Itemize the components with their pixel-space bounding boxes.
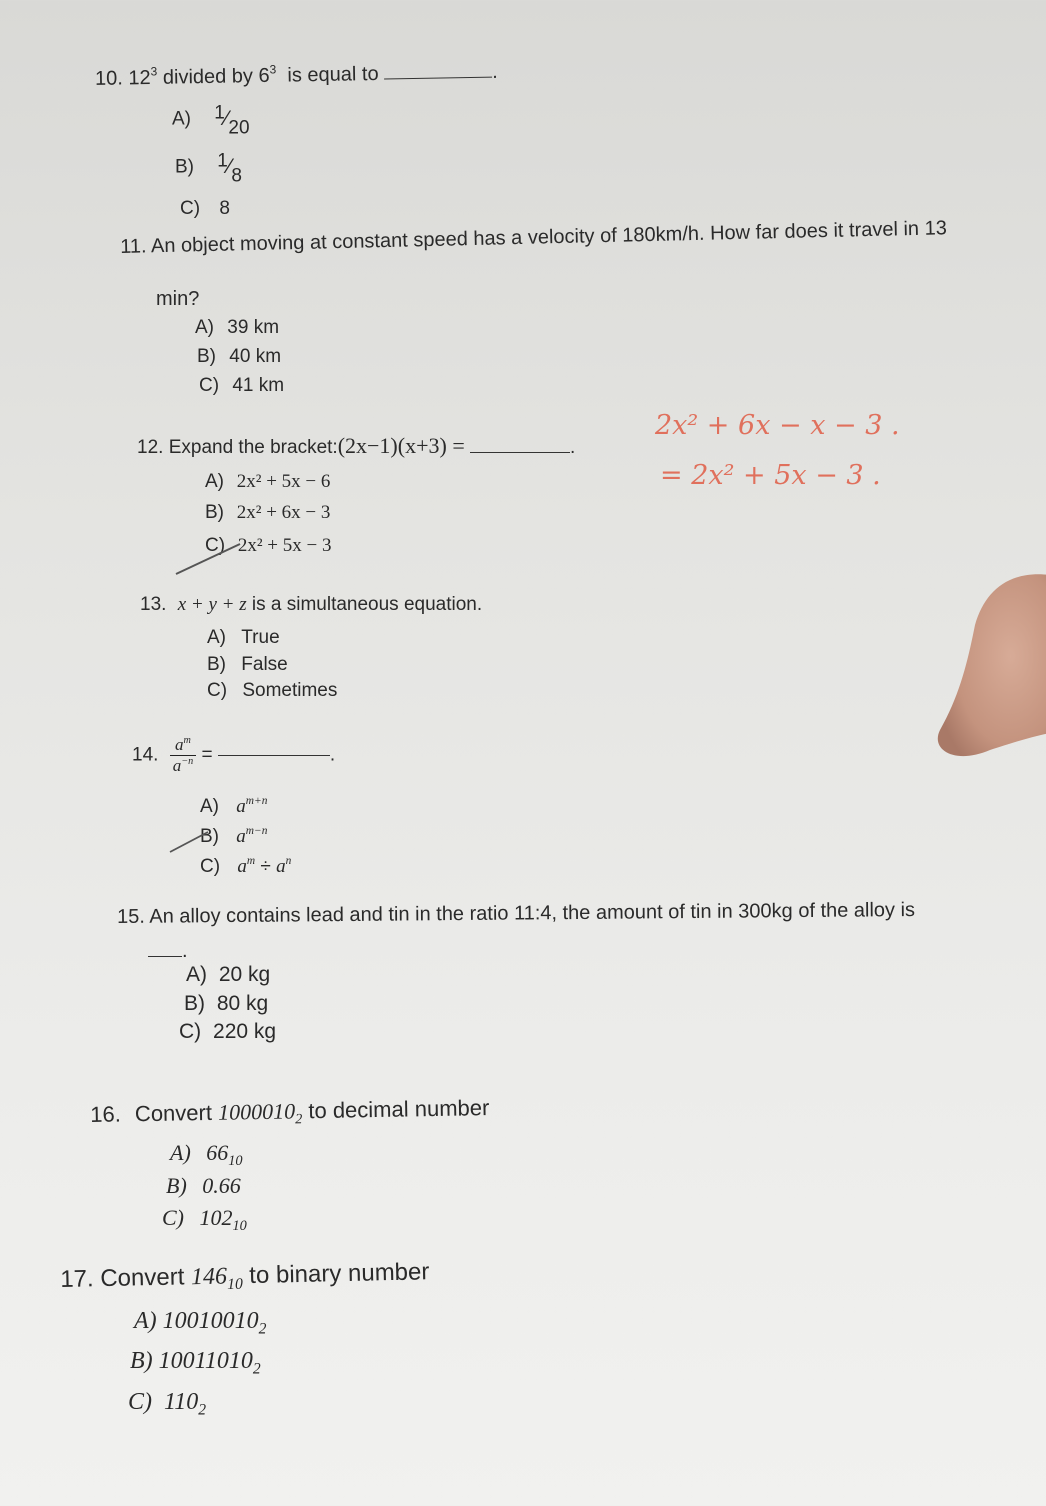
base-subscript: 10 <box>232 1218 247 1234</box>
option-letter: B) <box>207 654 226 675</box>
base-subscript: 2 <box>198 1401 207 1419</box>
option-17c <box>128 1389 206 1419</box>
option-12b <box>205 502 330 524</box>
option-10a <box>172 102 250 139</box>
base-subscript: 2 <box>252 1360 261 1378</box>
option-letter: B) <box>175 156 194 178</box>
question-number: 17. <box>60 1265 94 1293</box>
option-text: True <box>241 627 280 648</box>
question-10 <box>95 58 498 90</box>
handwritten-working-line2: = 2x² + 5x − 3 . <box>660 460 881 491</box>
exponent: m+n <box>245 795 268 807</box>
exponent: m <box>183 735 191 746</box>
question-15-blank <box>148 940 188 963</box>
option-13a <box>207 627 280 649</box>
period: . <box>329 744 336 766</box>
option-16a <box>170 1140 243 1170</box>
question-number: 15. <box>117 905 146 928</box>
denominator: a <box>172 756 182 776</box>
binary-value: $1000010_2$ <box>217 1098 303 1128</box>
fraction-top: 1 <box>214 102 225 123</box>
option-letter: C) <box>200 855 221 877</box>
option-13c <box>207 680 337 702</box>
option-text: 39 km <box>227 317 280 338</box>
option-11b <box>197 346 281 368</box>
fraction <box>170 735 196 776</box>
option-15a <box>186 963 270 987</box>
option-letter: A) <box>170 1140 191 1165</box>
fraction-bottom: 20 <box>228 117 250 139</box>
option-text: Sometimes <box>242 680 338 701</box>
option-text: 220 kg <box>213 1020 277 1043</box>
option-17b <box>130 1348 261 1378</box>
equals-sign: = <box>201 744 213 766</box>
question-15 <box>117 899 915 929</box>
option-17a <box>134 1308 266 1338</box>
option-10b <box>175 150 242 187</box>
exponent: 3 <box>269 62 277 77</box>
option-letter: B) <box>166 1173 187 1198</box>
option-text: 110 <box>164 1389 199 1415</box>
question-number: 16. <box>90 1101 122 1127</box>
period: . <box>491 60 498 83</box>
thumb-photo <box>930 565 1046 795</box>
option-15b <box>184 992 268 1016</box>
option-letter: A) <box>186 963 207 986</box>
option-letter: A) <box>134 1308 157 1334</box>
base-6: 6 <box>258 64 270 88</box>
option-text: 10011010 <box>158 1348 253 1374</box>
option-16c <box>162 1205 247 1235</box>
option-15c <box>179 1020 276 1044</box>
question-13 <box>140 594 482 616</box>
question-text: An object moving at constant speed has a velocity of 180km/h. How far does it travel in 13 <box>150 217 948 258</box>
option-text: 80 kg <box>216 992 269 1015</box>
option-text: 8 <box>219 198 230 219</box>
handwritten-working-line1: 2x² + 6x − x − 3 . <box>655 410 900 441</box>
pen-tick-mark <box>168 826 218 856</box>
option-letter: C) <box>179 1020 202 1043</box>
answer-blank <box>218 755 330 756</box>
option-text: 20 kg <box>218 963 271 986</box>
option-letter: C) <box>205 535 226 556</box>
exponent: 3 <box>150 64 158 79</box>
question-12 <box>137 433 575 459</box>
base-subscript: 10 <box>227 1275 243 1293</box>
decimal-value: $146_{10}$ <box>190 1263 243 1293</box>
option-10c <box>180 198 230 220</box>
expression: x + y + z <box>177 594 247 615</box>
option-letter: B) <box>184 992 205 1015</box>
option-letter: A) <box>195 317 214 338</box>
option-letter: B) <box>205 502 224 523</box>
question-11-continued <box>156 288 199 311</box>
period: . <box>182 940 188 962</box>
option-14c <box>200 855 291 878</box>
option-text: 41 km <box>232 375 285 396</box>
option-letter: C) <box>207 680 228 701</box>
question-number: 11. <box>120 235 147 258</box>
base-12: 12 <box>128 66 151 90</box>
option-letter: B) <box>200 825 219 847</box>
base-subscript: 10 <box>228 1153 243 1169</box>
option-letter: A) <box>172 108 191 130</box>
question-text: min? <box>156 288 200 310</box>
exponent: m−n <box>245 825 268 837</box>
option-16b <box>166 1173 241 1199</box>
question-text: to binary number <box>248 1258 430 1290</box>
option-text: 0.66 <box>202 1173 241 1198</box>
option-text: 2x² + 6x − 3 <box>236 502 331 523</box>
question-text: Expand the bracket: <box>168 437 338 458</box>
option-letter: C) <box>199 375 220 396</box>
answer-blank <box>148 956 182 957</box>
question-16 <box>90 1095 490 1132</box>
exponent: −n <box>181 756 194 768</box>
question-text: divided by <box>162 65 254 89</box>
option-letter: C) <box>162 1205 184 1230</box>
divide-sign: ÷ <box>260 855 271 877</box>
exponent: m <box>246 855 256 867</box>
fraction: 1⁄20 <box>214 102 250 139</box>
question-number: 14. <box>132 744 159 766</box>
option-letter: B) <box>197 346 216 367</box>
question-number: 13. <box>140 594 167 615</box>
numerator: a <box>175 735 184 755</box>
question-14 <box>132 735 335 776</box>
pen-tick-mark <box>172 538 252 578</box>
question-text: An alloy contains lead and tin in the ratio 11:4, the amount of tin in 300kg of the alloy is <box>149 899 916 928</box>
option-letter: A) <box>200 795 219 817</box>
option-text: 2x² + 5x − 6 <box>236 471 331 492</box>
base: a <box>276 855 286 877</box>
question-text: Convert <box>134 1099 213 1127</box>
base: a <box>237 855 247 877</box>
option-14a <box>200 795 267 818</box>
fraction-top: 1 <box>217 150 228 171</box>
answer-blank <box>470 452 570 453</box>
option-letter: B) <box>130 1348 153 1374</box>
question-text: to decimal number <box>308 1095 490 1124</box>
answer-blank <box>384 77 492 80</box>
option-text: 66 <box>206 1140 229 1165</box>
option-12a <box>205 471 330 493</box>
option-letter: C) <box>128 1389 152 1415</box>
option-13b <box>207 654 288 676</box>
option-letter: A) <box>205 471 224 492</box>
period: . <box>570 437 576 458</box>
exponent: n <box>285 855 292 867</box>
question-11 <box>120 217 947 259</box>
question-number: 10. <box>94 67 124 90</box>
option-letter: A) <box>207 627 226 648</box>
base-subscript: 2 <box>295 1111 303 1128</box>
question-text: is a simultaneous equation. <box>251 594 483 615</box>
question-17 <box>60 1258 430 1297</box>
fraction: 1⁄8 <box>217 150 242 187</box>
expression: (2x−1)(x+3) = <box>337 433 465 458</box>
option-text: 102 <box>199 1205 233 1230</box>
option-text: 40 km <box>229 346 282 367</box>
base: a <box>236 825 246 847</box>
option-11a <box>195 317 279 339</box>
option-text: False <box>241 654 288 675</box>
base-subscript: 2 <box>258 1320 267 1338</box>
option-letter: C) <box>180 198 201 219</box>
question-text: is equal to <box>287 62 379 87</box>
question-number: 12. <box>137 437 164 458</box>
fraction-bottom: 8 <box>231 165 242 187</box>
question-text: Convert <box>100 1263 185 1293</box>
option-text: 10010010 <box>162 1308 259 1334</box>
option-text: 2x² + 5x − 3 <box>237 535 332 556</box>
option-11c <box>199 375 284 397</box>
base: a <box>236 795 246 817</box>
